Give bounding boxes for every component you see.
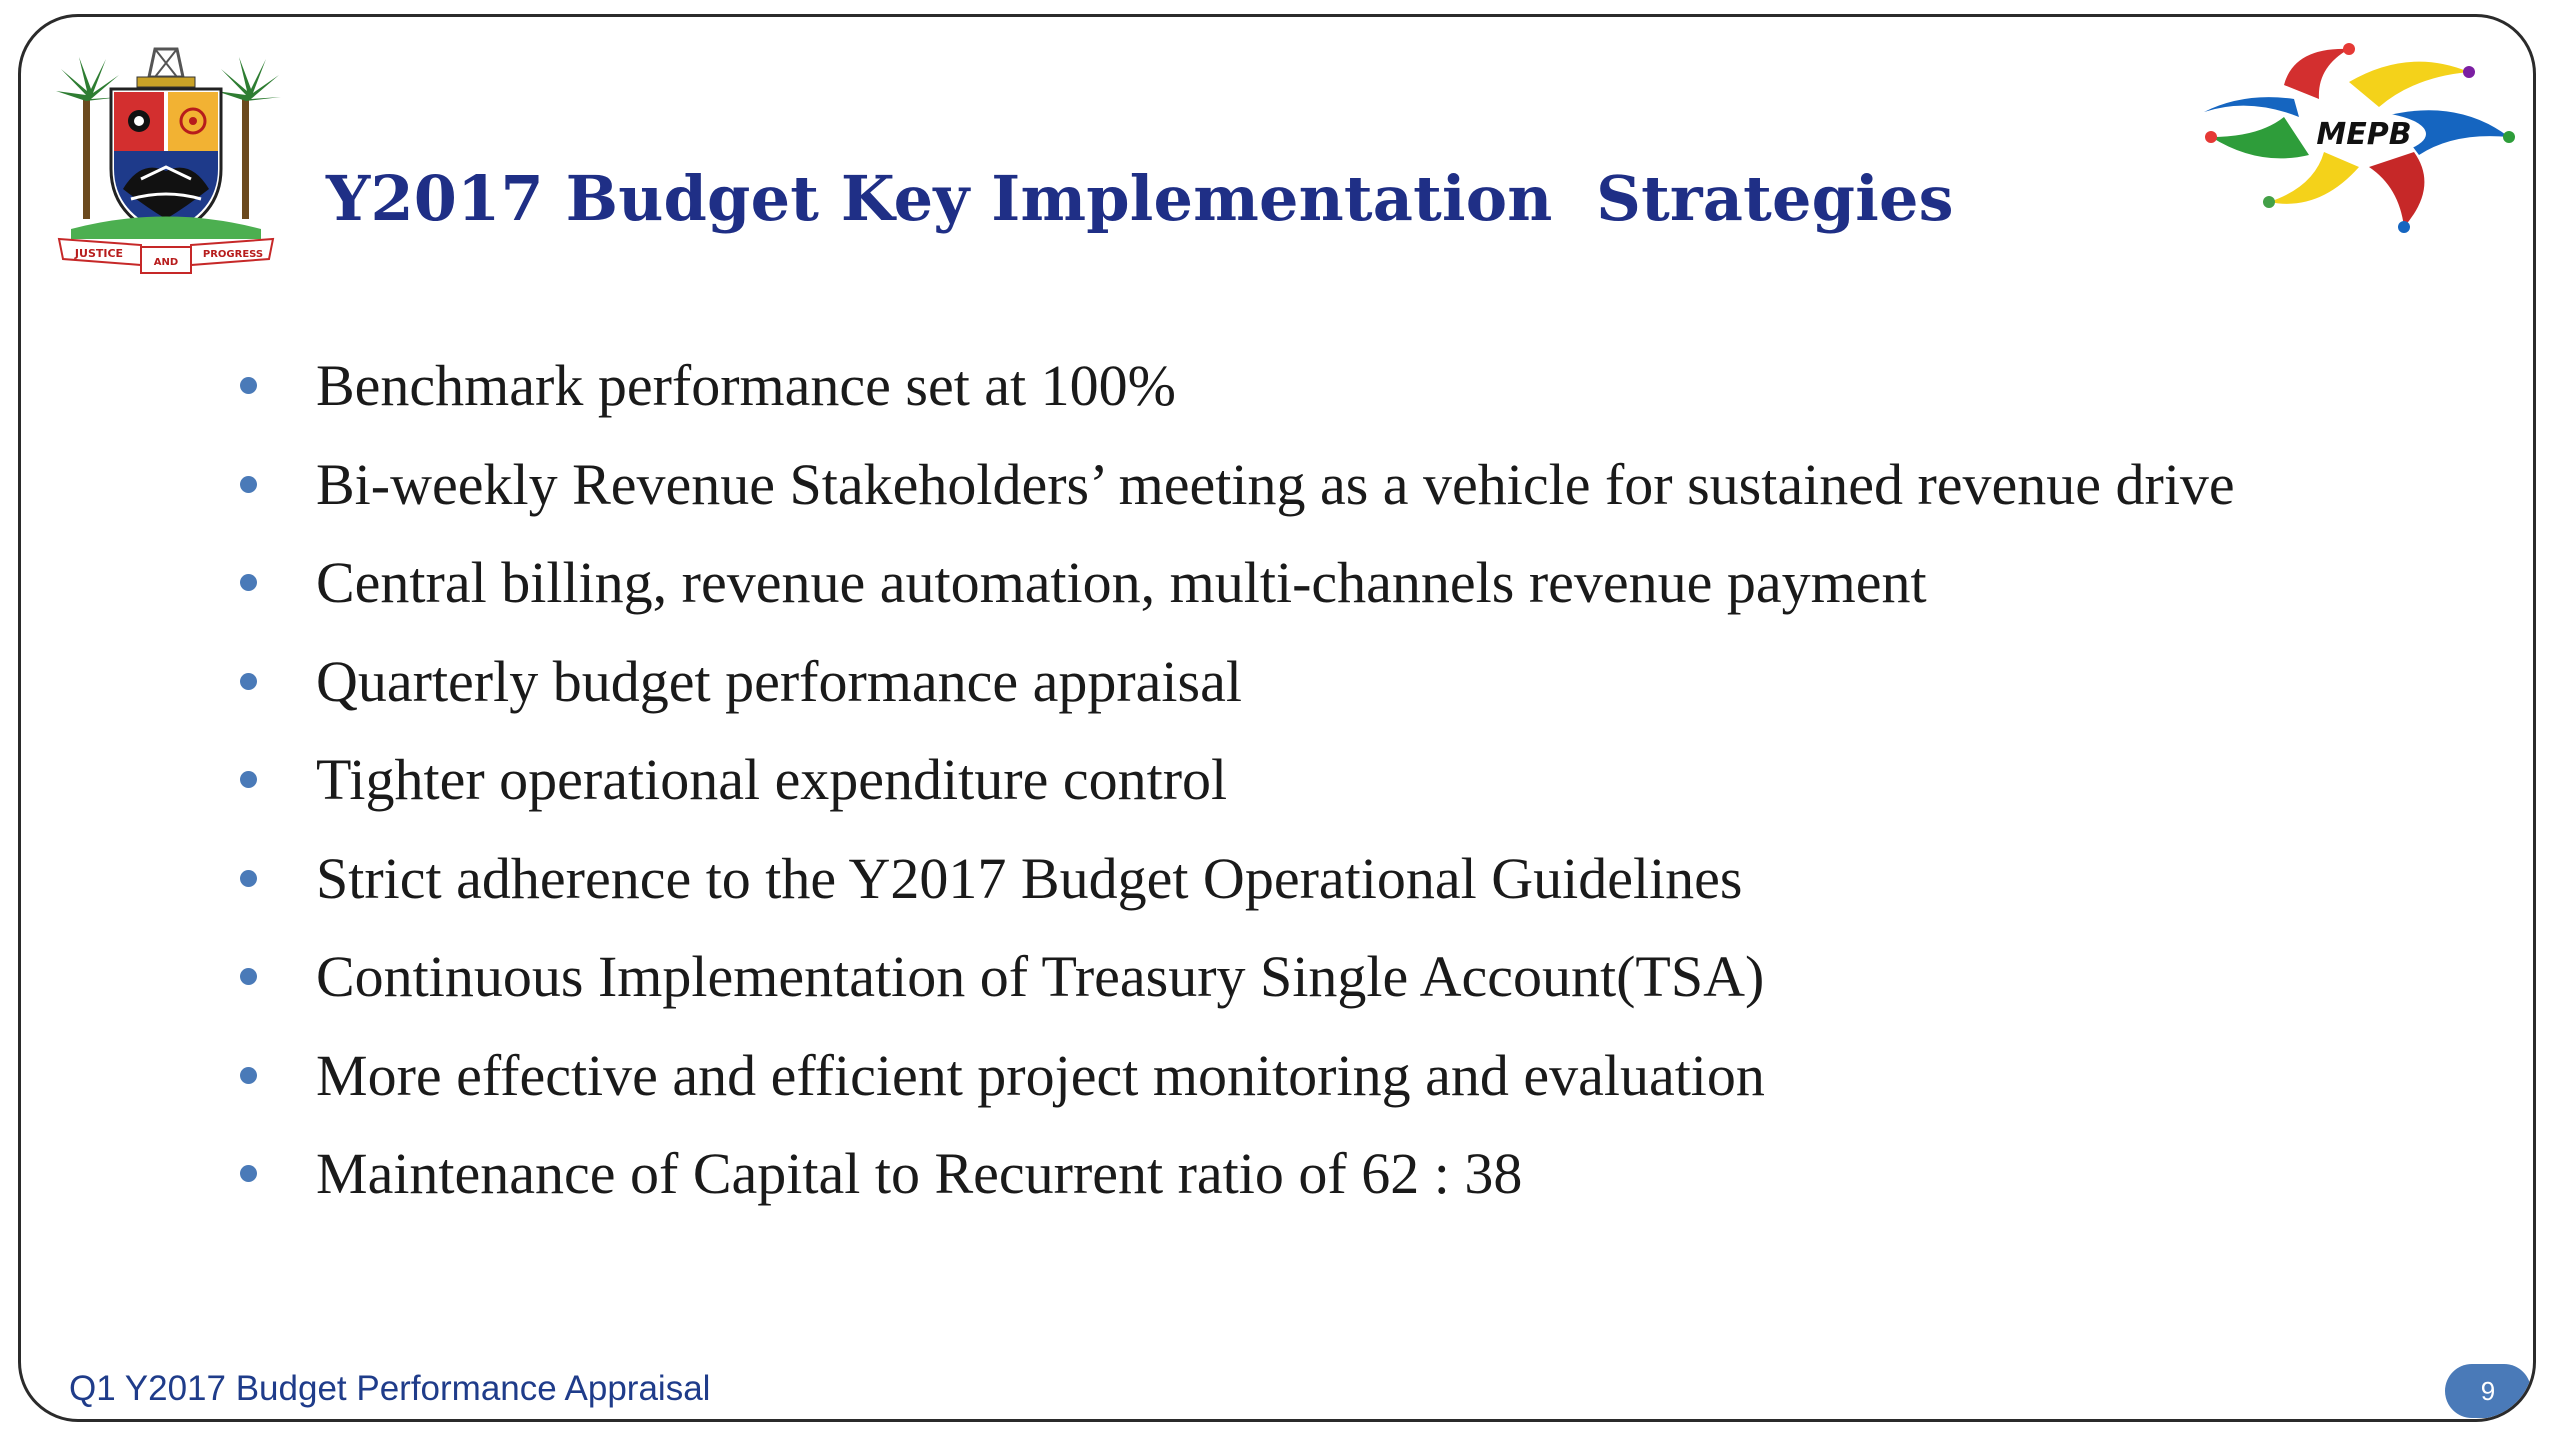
page-number-badge: 9 xyxy=(2445,1364,2531,1418)
crest-shield-icon xyxy=(111,89,221,237)
bullet-dot-icon xyxy=(240,673,257,690)
slide xyxy=(18,14,2536,1422)
bullet-dot-icon xyxy=(240,574,257,591)
mepb-logo-icon xyxy=(2199,37,2519,237)
list-item xyxy=(226,928,2235,1027)
list-item xyxy=(226,1125,2235,1224)
bullet-text: Strict adherence to the Y2017 Budget Operational Guidelines xyxy=(316,845,1743,911)
bullet-dot-icon xyxy=(240,476,257,493)
bullet-text: Quarterly budget performance appraisal xyxy=(316,648,1242,714)
bullet-text: Continuous Implementation of Treasury Single Account(TSA) xyxy=(316,944,1765,1009)
bullet-dot-icon xyxy=(240,771,257,788)
motto-right-text: PROGRESS xyxy=(202,249,264,260)
crest-motto-ribbon xyxy=(59,239,273,273)
bullet-dot-icon xyxy=(240,1067,257,1084)
list-item xyxy=(226,830,2235,929)
bullet-text: Central billing, revenue automation, multi-channels revenue payment xyxy=(316,550,1927,615)
list-item xyxy=(226,1027,2235,1126)
bullet-text: Benchmark performance set at 100% xyxy=(316,353,1176,418)
bullet-text: More effective and efficient project monitoring and evaluation xyxy=(316,1042,1765,1108)
slide-title: Y2017 Budget Key Implementation Strategies xyxy=(326,162,1954,235)
bullet-text: Tighter operational expenditure control xyxy=(316,747,1228,812)
bullet-dot-icon xyxy=(240,870,257,887)
list-item xyxy=(226,731,2235,830)
lagos-state-coat-of-arms-icon xyxy=(51,39,281,277)
palm-tree-right-icon xyxy=(216,57,281,219)
bullet-dot-icon xyxy=(240,377,257,394)
logo-text: MEPB xyxy=(2316,117,2412,152)
crest-tower-icon xyxy=(137,49,195,87)
motto-center-text: AND xyxy=(153,257,179,268)
list-item xyxy=(226,633,2235,732)
bullet-dot-icon xyxy=(240,968,257,985)
footer-text: Q1 Y2017 Budget Performance Appraisal xyxy=(69,1369,711,1408)
list-item xyxy=(226,534,2235,633)
list-item xyxy=(226,436,2235,535)
bullet-dot-icon xyxy=(240,1165,257,1182)
bullet-list xyxy=(226,337,2235,1224)
bullet-text: Maintenance of Capital to Recurrent ratio of 62 : 38 xyxy=(316,1141,1523,1206)
motto-left-text: JUSTICE xyxy=(74,247,124,260)
list-item xyxy=(226,337,2235,436)
bullet-text: Bi-weekly Revenue Stakeholders’ meeting as a vehicle for sustained revenue drive xyxy=(316,451,2235,517)
